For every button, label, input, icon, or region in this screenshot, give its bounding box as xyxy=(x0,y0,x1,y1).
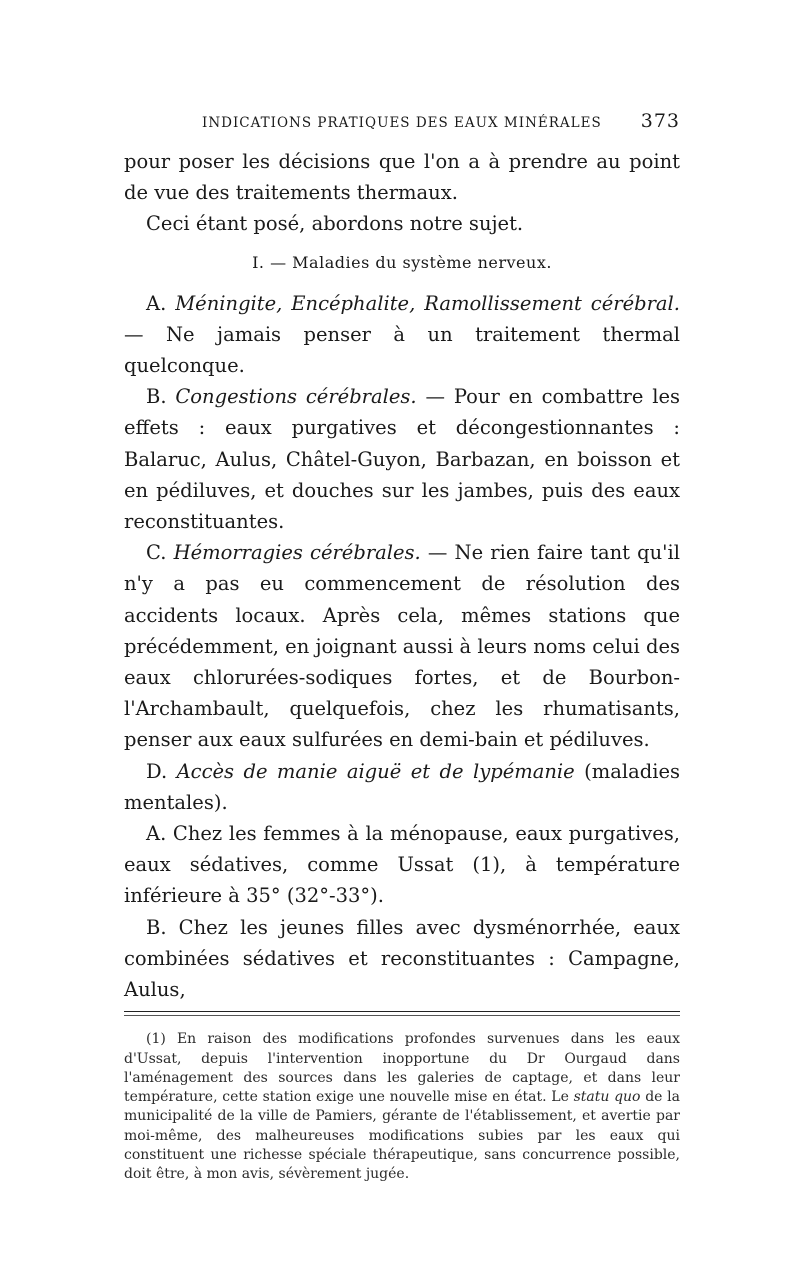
paragraph-b xyxy=(124,381,680,537)
paragraph-intro: pour poser les décisions que l'on a à prendre au point de vue des traitements thermaux. xyxy=(124,150,680,205)
section-heading: I. — Maladies du système nerveux. xyxy=(252,252,552,272)
paragraph-transition: Ceci étant posé, abordons notre sujet. xyxy=(146,212,524,236)
paragraph-c xyxy=(124,537,680,755)
text-d: (maladies mentales). xyxy=(124,759,680,814)
running-title: INDICATIONS PRATIQUES DES EAUX MINÉRALES xyxy=(202,115,602,131)
text-c: — Ne rien faire tant qu'il n'y a pas eu commencement de résolution des accidents locaux. Après cela, mêmes stations que précédemment, en joignant aussi à leurs noms celui des eaux chlorurées-sodiques fortes, et de Bourbon-l'Archambault, quelquefois, chez les rhumatisants, penser aux eaux sulfurées en demi-bain et pédiluves. xyxy=(124,541,681,752)
heading-a: Méningite, Encéphalite, Ramollissement cérébral. xyxy=(175,291,680,315)
main-text xyxy=(124,146,680,1005)
heading-b: Congestions cérébrales. xyxy=(175,385,417,409)
paragraph-a xyxy=(124,288,680,382)
heading-c: Hémorragies cérébrales. xyxy=(173,541,421,565)
heading-d-2: de lypémanie xyxy=(439,759,575,783)
text-b: — Pour en combattre les effets : eaux purgatives et décongestionnantes : Balaruc, Aulus, Châtel-Guyon, Barbazan, en boisson et en pédiluves, et douches sur les jambes, puis des eaux reconstituantes. xyxy=(124,385,680,534)
footnote-text xyxy=(124,1030,680,1184)
footnote-italic: statu quo xyxy=(573,1089,641,1106)
footnote-divider xyxy=(124,1011,680,1012)
running-header xyxy=(202,110,680,132)
footnote-text-end: de la municipalité de la ville de Pamiers, gérante de l'établissement, et avertie par moi-même, des malheureuses modifications subies par les eaux qui constituent une richesse spéciale thérapeutique, sans concurrence possible, doit être, à mon avis, sévèrement jugée. xyxy=(124,1089,680,1183)
text-a: — Ne jamais penser à un traitement thermal quelconque. xyxy=(124,322,680,378)
paragraph-d-b: B. Chez les jeunes filles avec dysménorrhée, eaux combinées sédatives et reconstituantes : Campagne, Aulus, xyxy=(124,915,680,1002)
label-d: D. xyxy=(146,759,168,783)
label-a: A. xyxy=(146,291,167,315)
paragraph-d xyxy=(124,756,680,818)
paragraph-d-a: A. Chez les femmes à la ménopause, eaux purgatives, eaux sédatives, comme Ussat (1), à température inférieure à 35° (32°-33°). xyxy=(124,822,680,908)
page-number: 373 xyxy=(640,110,680,132)
heading-d-mid: et xyxy=(401,759,440,783)
heading-d-1: Accès de manie aiguë xyxy=(176,759,402,783)
book-page xyxy=(124,110,680,1185)
footnote xyxy=(124,1030,680,1184)
footnote-text-start: (1) En raison des modifications profondes survenues dans les eaux d'Ussat, depuis l'intervention inopportune du Dr Ourgaud dans l'aménagement des sources dans les galeries de captage, et dans leur température, cette station exige une nouvelle mise en état. Le xyxy=(124,1031,680,1106)
footnote-divider-secondary xyxy=(124,1015,680,1016)
label-c: C. xyxy=(146,541,167,565)
label-b: B. xyxy=(146,385,167,409)
